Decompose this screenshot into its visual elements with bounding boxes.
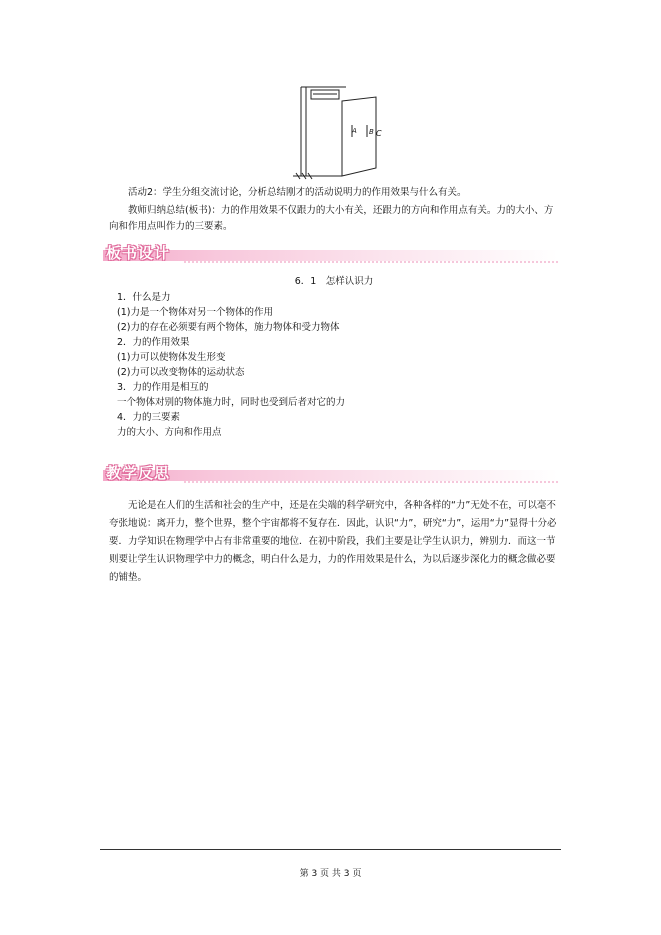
door-figure — [288, 84, 388, 180]
teaching-reflection-header — [103, 466, 558, 486]
outline-item: 1．什么是力 — [117, 292, 171, 303]
outline-item: (2)力的存在必须要有两个物体，施力物体和受力物体 — [117, 322, 340, 333]
outline-item: 4．力的三要素 — [117, 412, 181, 423]
outline-item: (2)力可以改变物体的运动状态 — [117, 367, 245, 378]
label-b: B — [369, 128, 374, 136]
board-outline-title: 6．1 怎样认识力 — [294, 276, 374, 287]
outline-item: 一个物体对别的物体施力时，同时也受到后者对它的力 — [117, 397, 346, 408]
teaching-reflection-title: 教学反思 — [106, 464, 171, 482]
board-outline — [117, 290, 557, 440]
header-bar — [103, 470, 558, 481]
header-dots — [183, 481, 558, 483]
footer-rule — [100, 849, 561, 850]
outline-item: 2．力的作用效果 — [117, 337, 190, 348]
outline-item: 3．力的作用是相互的 — [117, 382, 209, 393]
label-c: C — [376, 129, 382, 138]
board-design-title: 板书设计 — [106, 244, 171, 262]
header-bar — [103, 250, 558, 261]
door-panel — [342, 97, 376, 176]
outline-item: 力的大小、方向和作用点 — [117, 427, 222, 438]
outline-item: (1)力是一个物体对另一个物体的作用 — [117, 307, 273, 318]
header-dots — [183, 261, 558, 263]
reflection-paragraph: 无论是在人们的生活和社会的生产中，还是在尖端的科学研究中，各种各样的“力”无处不在，可以毫不夸张地说：离开力，整个世界，整个宇宙都将不复存在．因此，认识“力”，研究“力”，运用“力”显得十分必要．力学知识在物理学中占有非常重要的地位．在初中阶段，我们主要是让学生认识力，辨别力．而这一节则要让学生认识物理学中力的概念，明白什么是力，力的作用效果是什么，为以后逐步深化力的概念做必要的铺垫。 — [109, 500, 557, 583]
activity-2-paragraph: 活动2：学生分组交流讨论，分析总结刚才的活动说明力的作用效果与什么有关。 — [128, 187, 467, 198]
outline-item: (1)力可以使物体发生形变 — [117, 352, 226, 363]
label-a: A — [352, 127, 357, 135]
summary-paragraph: 教师归纳总结(板书)：力的作用效果不仅跟力的大小有关，还跟力的方向和作用点有关。力的大小、方向和作用点叫作力的三要素。 — [109, 205, 554, 232]
board-design-header — [103, 246, 558, 266]
page-number: 第 3 页 共 3 页 — [299, 869, 362, 879]
